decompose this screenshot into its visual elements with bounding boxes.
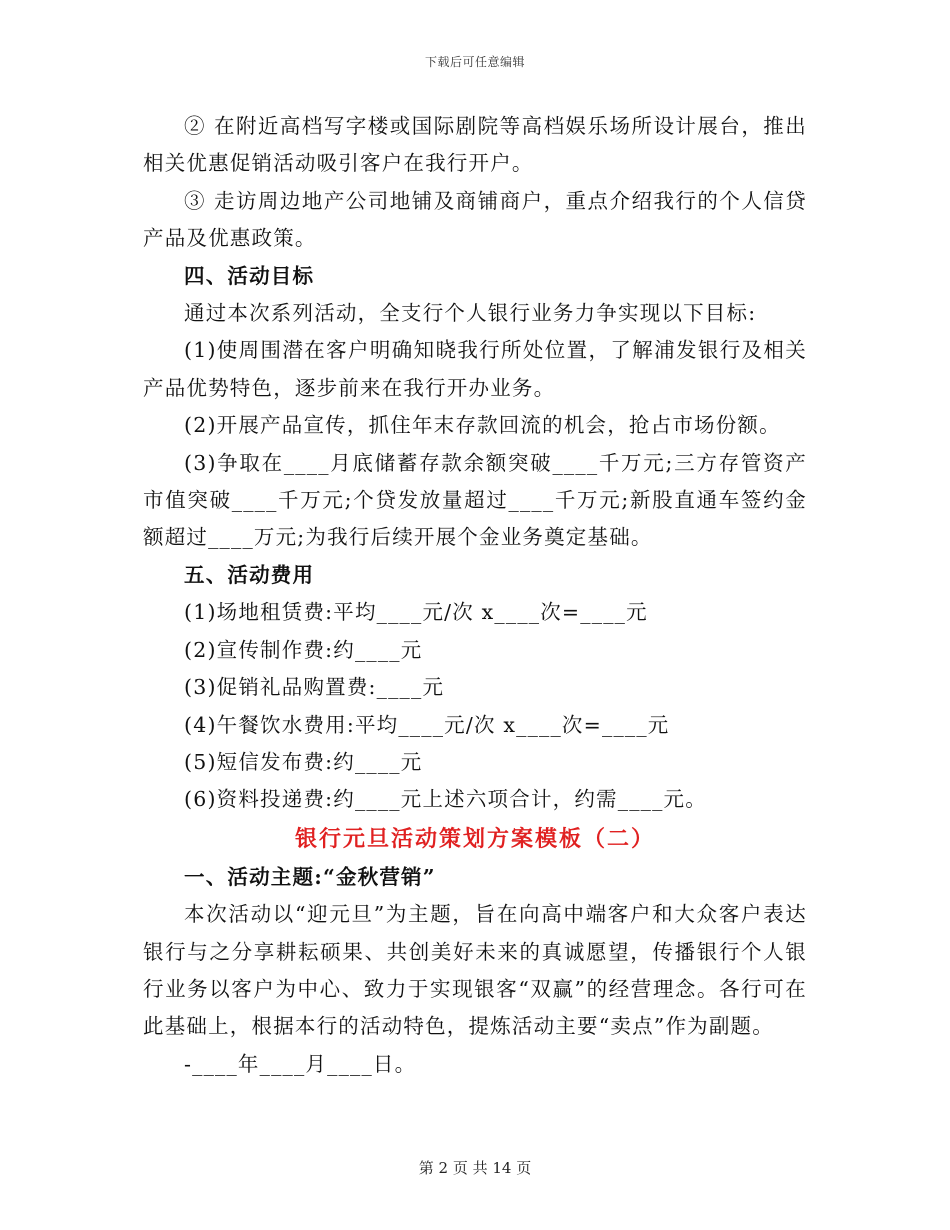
cost-item-meals: (4)午餐饮水费用:平均____元/次 x____次=____元 [184, 712, 670, 737]
paragraph-goals-intro: 通过本次系列活动，全支行个人银行业务力争实现以下目标: [184, 301, 757, 326]
section-heading-costs: 五、活动费用 [184, 562, 315, 587]
paragraph-exhibit-booth: ② 在附近高档写字楼或国际剧院等高档娱乐场所设计展台，推出相关优惠促销活动吸引客户在我行开户。 [143, 114, 807, 176]
document-title-part-two: 银行元旦活动策划方案模板（二） [294, 825, 655, 852]
paragraph-date: -____年____月____日。 [184, 1051, 417, 1076]
paragraph-goal-1: (1)使周围潜在客户明确知晓我行所处位置，了解浦发银行及相关产品优势特色，逐步前来在我行开办业务。 [143, 338, 807, 400]
cost-item-venue: (1)场地租赁费:平均____元/次 x____次=____元 [184, 600, 648, 625]
cost-item-gifts: (3)促销礼品购置费:____元 [184, 675, 445, 700]
cost-item-delivery: (6)资料投递费:约____元上述六项合计，约需____元。 [184, 787, 707, 812]
paragraph-theme-description: 本次活动以“迎元旦”为主题，旨在向高中端客户和大众客户表达银行与之分享耕耘硕果、共创美好未来的真诚愿望，传播银行个人银行业务以客户为中心、致力于实现银客“双赢”的经营理念。各行可在此基础上，根据本行的活动特色，提炼活动主要“卖点”作为副题。 [143, 902, 807, 1039]
cost-item-sms: (5)短信发布费:约____元 [184, 749, 423, 774]
header-note: 下载后可任意编辑 [424, 55, 525, 69]
paragraph-visit-merchants: ③ 走访周边地产公司地铺及商铺商户，重点介绍我行的个人信贷产品及优惠政策。 [143, 188, 807, 251]
section-heading-theme: 一、活动主题:“金秋营销” [184, 864, 436, 889]
document-body [143, 108, 807, 1083]
paragraph-goal-2: (2)开展产品宣传，抓住年末存款回流的机会，抢占市场份额。 [184, 413, 781, 438]
page-footer: 第 2 页 共 14 页 [418, 1159, 532, 1177]
cost-item-promotion: (2)宣传制作费:约____元 [184, 637, 423, 662]
paragraph-goal-3: (3)争取在____月底储蓄存款余额突破____千万元;三方存管资产市值突破____千万元;个贷发放量超过____千万元;新股直通车签约金额超过____万元;为我行后续开展个金业务奠定基础。 [143, 450, 807, 550]
section-heading-goals: 四、活动目标 [184, 263, 315, 288]
